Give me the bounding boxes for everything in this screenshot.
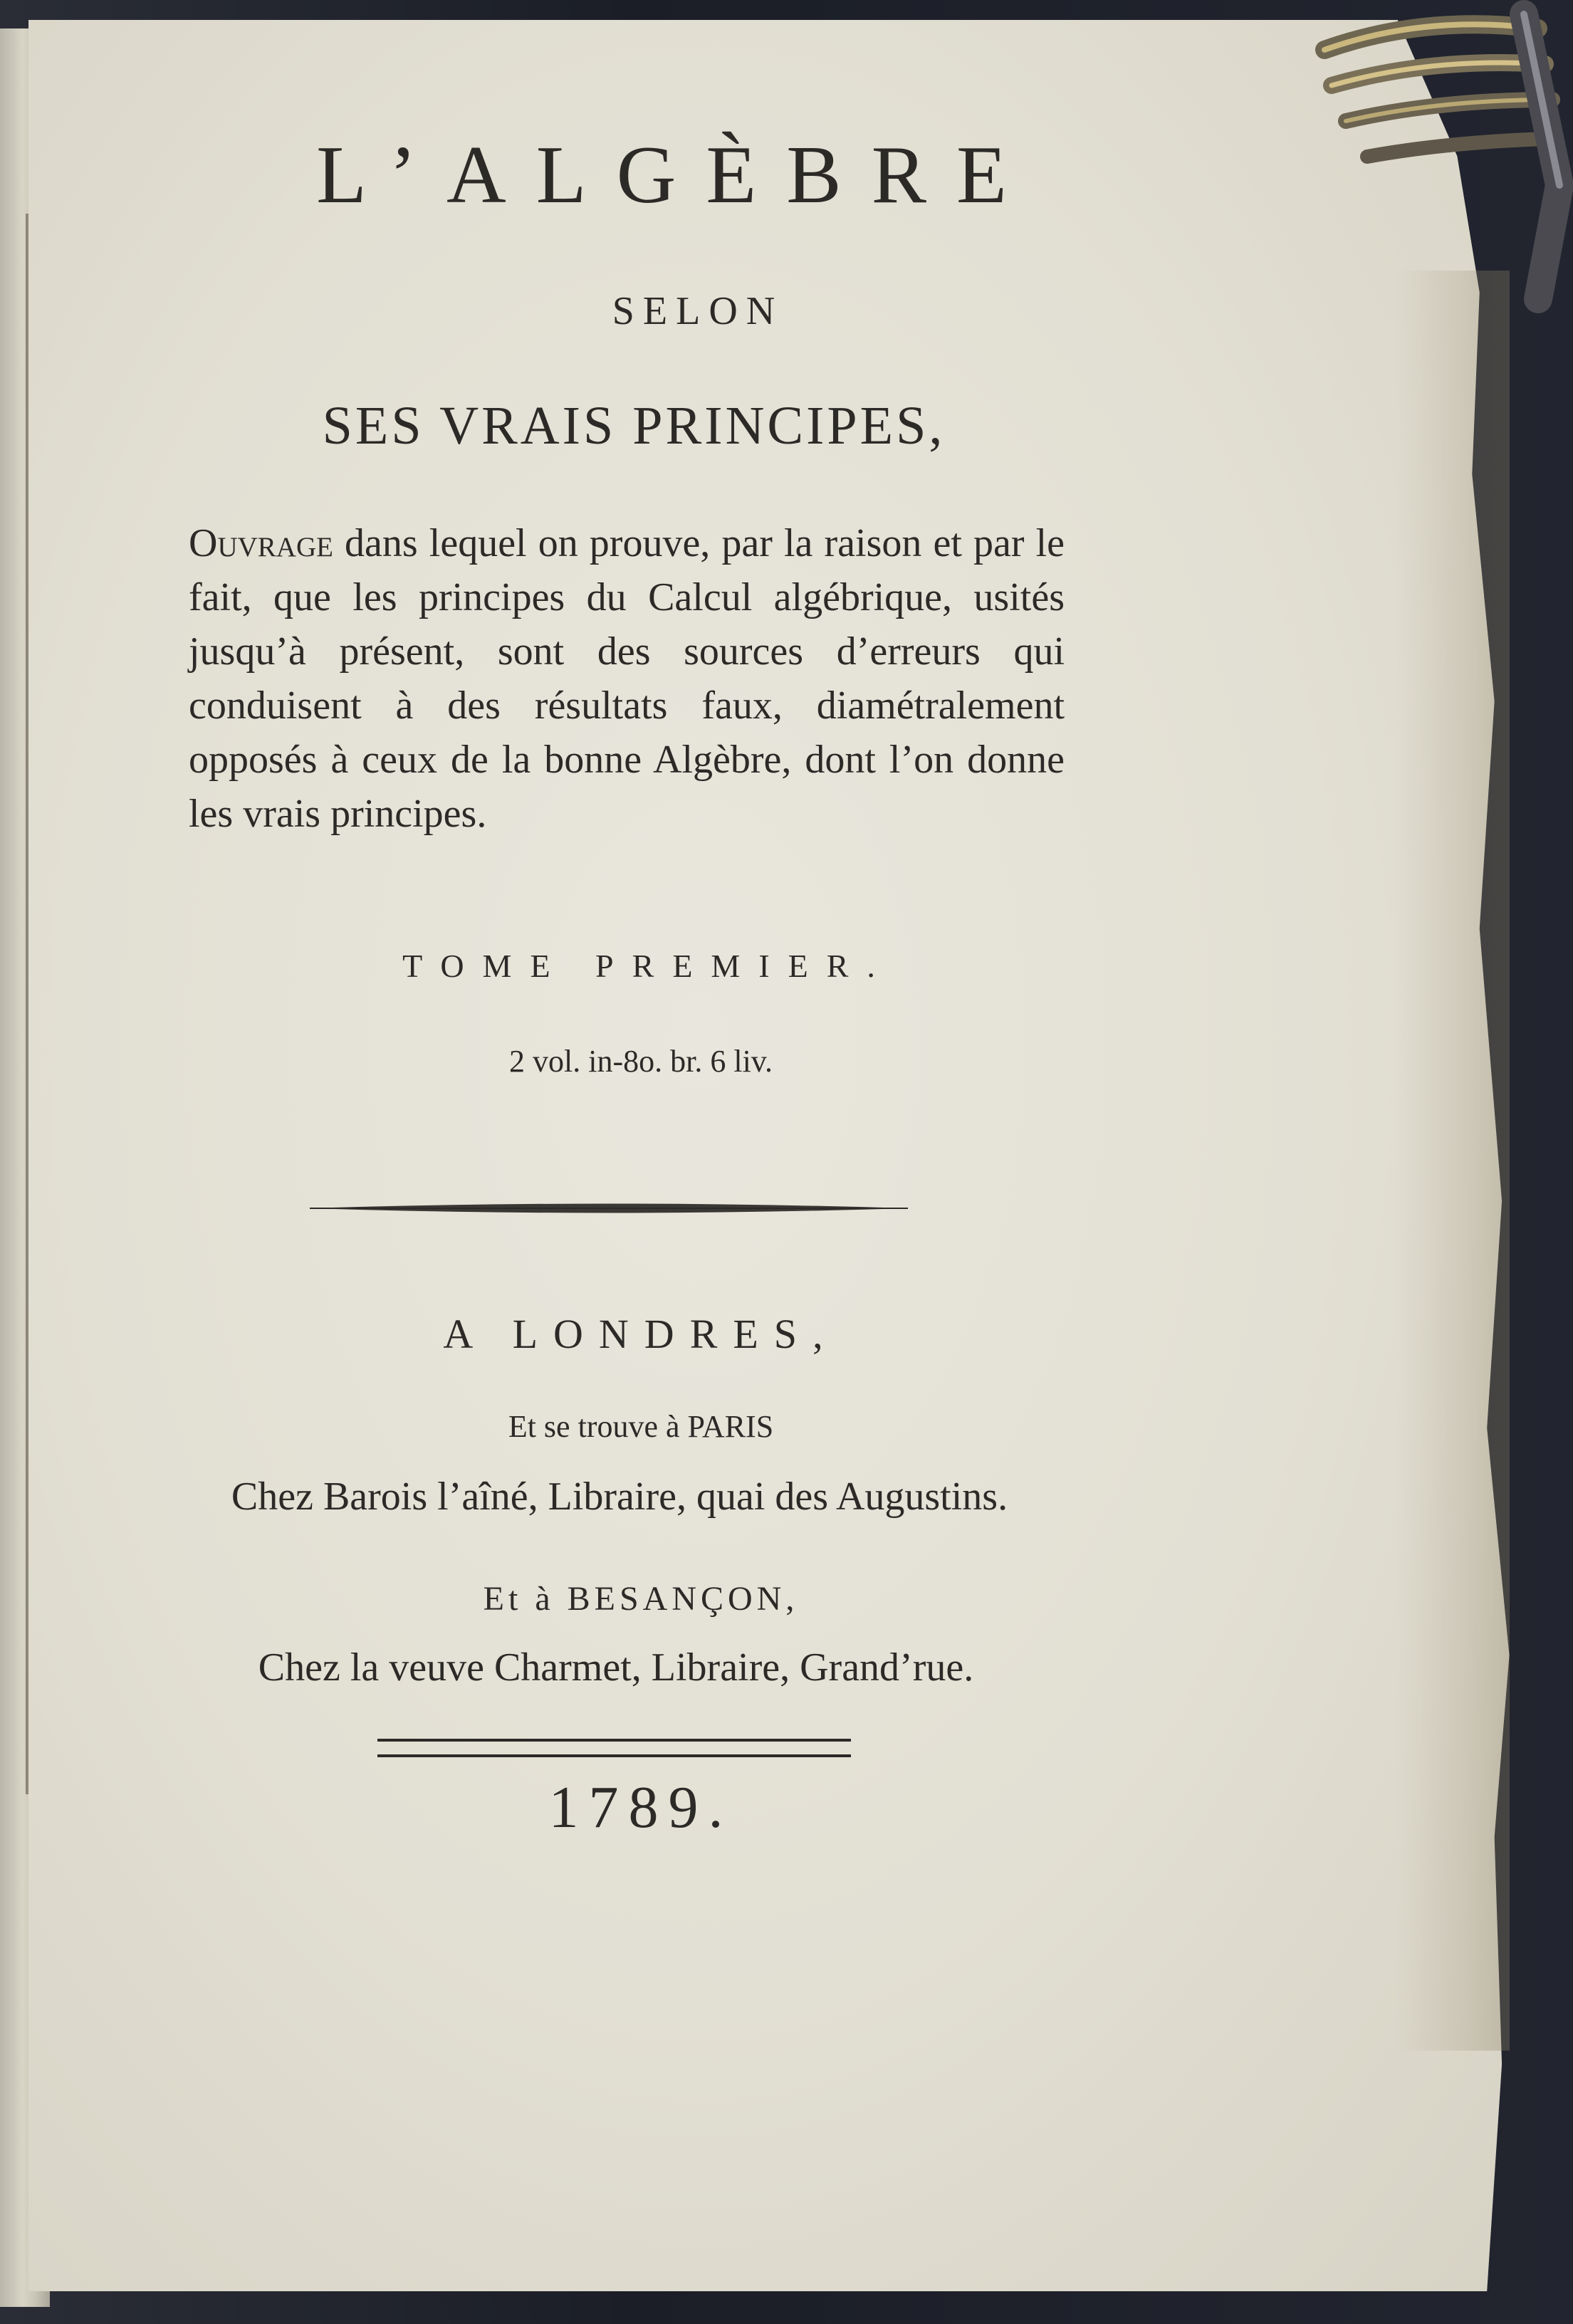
double-rule xyxy=(377,1734,851,1763)
imprint-place: A LONDRES, xyxy=(443,1311,839,1357)
publication-year: 1789. xyxy=(548,1774,733,1841)
charmet-line: Chez la veuve Charmet, Libraire, Grand’rue. xyxy=(258,1645,974,1690)
volumes-note: 2 vol. in-8o. br. 6 liv. xyxy=(509,1044,773,1079)
ornamental-rule xyxy=(310,1200,908,1216)
barois-line: Chez Barois l’aîné, Libraire, quai des Augustins. xyxy=(231,1475,1008,1519)
selon-line: SELON xyxy=(612,289,784,333)
tome-label: TOME PREMIER. xyxy=(402,948,894,984)
paris-line: Et se trouve à PARIS xyxy=(508,1409,774,1444)
description-rest: dans lequel on prouve, par la raison et par le fait, que les principes du Calcul algébrique, usités jusqu’à présent, sont des sources d’erreurs qui conduisent à des résultats faux, diamétralement opposés à ceux de la bonne Algèbre, dont l’on donne les vrais principes. xyxy=(189,521,1065,836)
title-page xyxy=(28,20,1517,2291)
besancon-line: Et à BESANÇON, xyxy=(483,1580,799,1618)
book-subtitle: SES VRAIS PRINCIPES, xyxy=(322,396,946,456)
description-paragraph xyxy=(189,516,1065,841)
book-title: L’ALGÈBRE xyxy=(316,130,1037,221)
description-lead: Ouvrage xyxy=(189,521,333,565)
